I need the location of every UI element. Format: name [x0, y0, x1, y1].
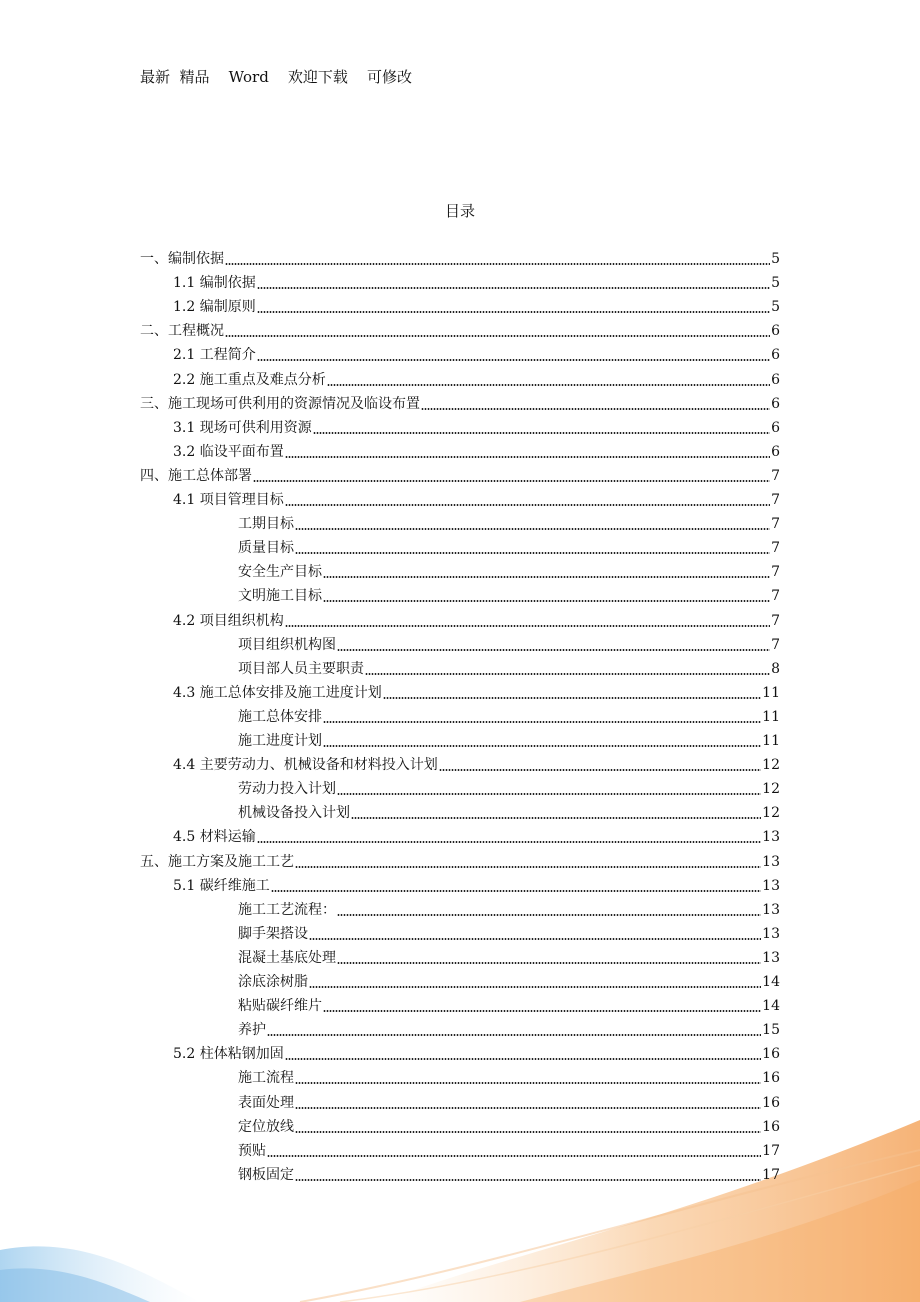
toc-entry[interactable]	[238, 581, 780, 605]
toc-entry-label: 工期目标	[238, 516, 294, 533]
toc-entry[interactable]	[140, 389, 780, 413]
toc-dot-leader	[295, 1107, 761, 1109]
toc-entry-page: 13	[762, 925, 780, 942]
toc-entry-page: 6	[771, 371, 780, 388]
toc-entry-page: 17	[762, 1142, 780, 1159]
toc-dot-leader	[439, 769, 761, 771]
toc-entry-label: 定位放线	[238, 1118, 294, 1135]
toc-entry[interactable]	[173, 268, 780, 292]
toc-dot-leader	[323, 1010, 761, 1012]
toc-dot-leader	[257, 359, 770, 361]
toc-entry-label: 1.2 编制原则	[173, 299, 256, 316]
toc-dot-leader	[323, 576, 770, 578]
toc-entry-page: 7	[771, 516, 780, 533]
toc-entry[interactable]	[238, 895, 780, 919]
toc-entry-label: 施工流程	[238, 1070, 294, 1087]
toc-entry-label: 5.1 碳纤维施工	[173, 877, 270, 894]
toc-dot-leader	[365, 673, 770, 675]
toc-dot-leader	[323, 721, 761, 723]
toc-entry[interactable]	[238, 1015, 780, 1039]
toc-dot-leader	[257, 311, 770, 313]
toc-entry-page: 14	[762, 998, 780, 1015]
toc-entry[interactable]	[140, 461, 780, 485]
toc-entry-page: 17	[762, 1166, 780, 1183]
toc-entry-label: 表面处理	[238, 1094, 294, 1111]
toc-title: 目录	[444, 202, 475, 220]
toc-dot-leader	[309, 986, 761, 988]
toc-dot-leader	[295, 552, 770, 554]
page-header: 最新 精品 Word 欢迎下载 可修改	[140, 68, 412, 86]
toc-entry-page: 5	[771, 299, 780, 316]
toc-entry-label: 养护	[238, 1022, 266, 1039]
toc-entry[interactable]	[238, 1063, 780, 1087]
toc-dot-leader	[351, 817, 761, 819]
toc-dot-leader	[323, 745, 761, 747]
toc-entry-page: 16	[762, 1070, 780, 1087]
toc-entry-page: 7	[771, 540, 780, 557]
toc-entry-label: 5.2 柱体粘钢加固	[173, 1046, 284, 1063]
toc-entry-page: 7	[771, 612, 780, 629]
toc-entry[interactable]	[173, 822, 780, 846]
toc-entry[interactable]	[238, 967, 780, 991]
toc-entry[interactable]	[173, 413, 780, 437]
toc-dot-leader	[337, 649, 770, 651]
toc-dot-leader	[337, 962, 761, 964]
toc-entry[interactable]	[238, 654, 780, 678]
toc-dot-leader	[295, 1131, 761, 1133]
toc-entry-label: 项目组织机构图	[238, 636, 336, 653]
toc-dot-leader	[295, 1082, 761, 1084]
toc-entry-page: 8	[771, 660, 780, 677]
toc-entry-label: 二、工程概况	[140, 323, 224, 340]
toc-entry[interactable]	[140, 316, 780, 340]
toc-entry-label: 质量目标	[238, 540, 294, 557]
toc-entry-label: 机械设备投入计划	[238, 805, 350, 822]
toc-entry-label: 3.2 临设平面布置	[173, 443, 284, 460]
toc-entry-label: 预贴	[238, 1142, 266, 1159]
toc-entry-page: 16	[762, 1046, 780, 1063]
toc-entry-page: 11	[762, 733, 780, 749]
toc-entry-label: 涂底涂树脂	[238, 974, 308, 990]
toc-entry-label: 施工工艺流程：	[238, 901, 336, 918]
toc-entry[interactable]	[238, 991, 780, 1015]
toc-entry-page: 7	[771, 588, 780, 605]
toc-entry-page: 16	[762, 1094, 780, 1111]
toc-dot-leader	[285, 1058, 761, 1060]
toc-dot-leader	[323, 600, 770, 602]
toc-entry[interactable]	[238, 1160, 780, 1184]
toc-dot-leader	[285, 504, 770, 506]
toc-entry-page: 6	[771, 347, 780, 364]
toc-dot-leader	[309, 938, 761, 940]
toc-entry[interactable]	[173, 485, 780, 509]
toc-entry[interactable]	[238, 702, 780, 726]
toc-entry-page: 6	[771, 419, 780, 436]
toc-entry[interactable]	[238, 630, 780, 654]
toc-entry[interactable]	[173, 871, 780, 895]
toc-dot-leader	[337, 914, 761, 916]
toc-entry-page: 13	[762, 877, 780, 894]
toc-entry[interactable]	[173, 340, 780, 364]
toc-entry-page: 16	[762, 1118, 780, 1135]
toc-entry-page: 6	[771, 395, 780, 412]
toc-entry[interactable]	[173, 1039, 780, 1063]
toc-entry[interactable]	[238, 774, 780, 798]
toc-entry-page: 12	[762, 781, 780, 798]
toc-entry-page: 7	[771, 467, 780, 484]
toc-entry-label: 安全生产目标	[238, 564, 322, 581]
toc-entry[interactable]	[238, 509, 780, 533]
toc-entry-label: 脚手架搭设	[238, 925, 308, 942]
toc-entry-label: 一、编制依据	[140, 251, 224, 267]
toc-entry-page: 12	[762, 805, 780, 822]
toc-entry[interactable]	[238, 726, 780, 750]
toc-entry-page: 5	[771, 275, 780, 292]
toc-dot-leader	[225, 335, 770, 337]
toc-entry-label: 四、施工总体部署	[140, 467, 252, 484]
toc-dot-leader	[421, 408, 770, 410]
toc-entry[interactable]	[173, 292, 780, 316]
toc-entry-label: 施工进度计划	[238, 733, 322, 749]
toc-entry-page: 13	[762, 949, 780, 966]
toc-entry-page: 11	[762, 708, 780, 725]
toc-entry[interactable]	[173, 678, 780, 702]
toc-entry-label: 粘贴碳纤维片	[238, 998, 322, 1015]
toc-entry[interactable]	[140, 244, 780, 268]
toc-entry-page: 7	[771, 564, 780, 581]
toc-entry-label: 混凝土基底处理	[238, 949, 336, 966]
toc-entry[interactable]	[173, 606, 780, 630]
toc-entry[interactable]	[238, 557, 780, 581]
toc-dot-leader	[285, 456, 770, 458]
toc-entry[interactable]	[238, 1112, 780, 1136]
toc-entry-page: 15	[762, 1022, 780, 1039]
toc-entry[interactable]	[173, 750, 780, 774]
toc-entry-page: 12	[762, 757, 780, 774]
toc-dot-leader	[225, 263, 770, 265]
toc-entry-label: 4.2 项目组织机构	[173, 612, 284, 629]
toc-dot-leader	[295, 528, 770, 530]
toc-entry[interactable]	[238, 798, 780, 822]
toc-entry-page: 14	[762, 974, 780, 990]
toc-entry-label: 4.5 材料运输	[173, 829, 256, 846]
toc-dot-leader	[257, 841, 761, 843]
toc-dot-leader	[313, 432, 770, 434]
toc-dot-leader	[267, 1155, 761, 1157]
toc-entry[interactable]	[238, 919, 780, 943]
toc-entry-label: 施工总体安排	[238, 708, 322, 725]
toc-entry[interactable]	[238, 1136, 780, 1160]
toc-entry-label: 五、施工方案及施工工艺	[140, 853, 294, 870]
toc-dot-leader	[327, 384, 770, 386]
toc-entry-page: 13	[762, 901, 780, 918]
toc-entry-label: 项目部人员主要职责	[238, 660, 364, 677]
toc-entry-label: 1.1 编制依据	[173, 275, 256, 292]
toc-entry-label: 文明施工目标	[238, 588, 322, 605]
toc-entry-label: 4.1 项目管理目标	[173, 492, 284, 508]
toc-dot-leader	[257, 287, 770, 289]
toc-entry[interactable]	[140, 847, 780, 871]
toc-entry-page: 7	[771, 492, 780, 508]
toc-entry-page: 13	[762, 853, 780, 870]
toc-entry[interactable]	[173, 365, 780, 389]
toc-dot-leader	[295, 1179, 761, 1181]
toc-dot-leader	[337, 793, 761, 795]
toc-entry[interactable]	[173, 437, 780, 461]
toc-entry[interactable]	[238, 533, 780, 557]
toc-entry-label: 4.3 施工总体安排及施工进度计划	[173, 684, 382, 701]
toc-dot-leader	[267, 1034, 761, 1036]
toc-entry-label: 三、施工现场可供利用的资源情况及临设布置	[140, 395, 420, 412]
toc-entry-label: 4.4 主要劳动力、机械设备和材料投入计划	[173, 757, 438, 774]
toc-entry-page: 7	[771, 636, 780, 653]
toc-dot-leader	[383, 697, 761, 699]
toc-entry-label: 3.1 现场可供利用资源	[173, 419, 312, 436]
toc-entry-label: 2.1 工程简介	[173, 347, 256, 364]
toc-dot-leader	[253, 480, 770, 482]
toc-entry-page: 11	[762, 684, 780, 701]
toc-dot-leader	[271, 890, 761, 892]
toc-entry-label: 钢板固定	[238, 1166, 294, 1183]
toc-entry-page: 6	[771, 323, 780, 340]
toc-entry[interactable]	[238, 1088, 780, 1112]
toc-entry-page: 13	[762, 829, 780, 846]
toc-entry-label: 劳动力投入计划	[238, 781, 336, 798]
toc-dot-leader	[295, 866, 761, 868]
toc-entry[interactable]	[238, 943, 780, 967]
toc-entry-page: 5	[771, 251, 780, 267]
toc-dot-leader	[285, 625, 770, 627]
toc-entry-page: 6	[771, 443, 780, 460]
toc-entry-label: 2.2 施工重点及难点分析	[173, 371, 326, 388]
